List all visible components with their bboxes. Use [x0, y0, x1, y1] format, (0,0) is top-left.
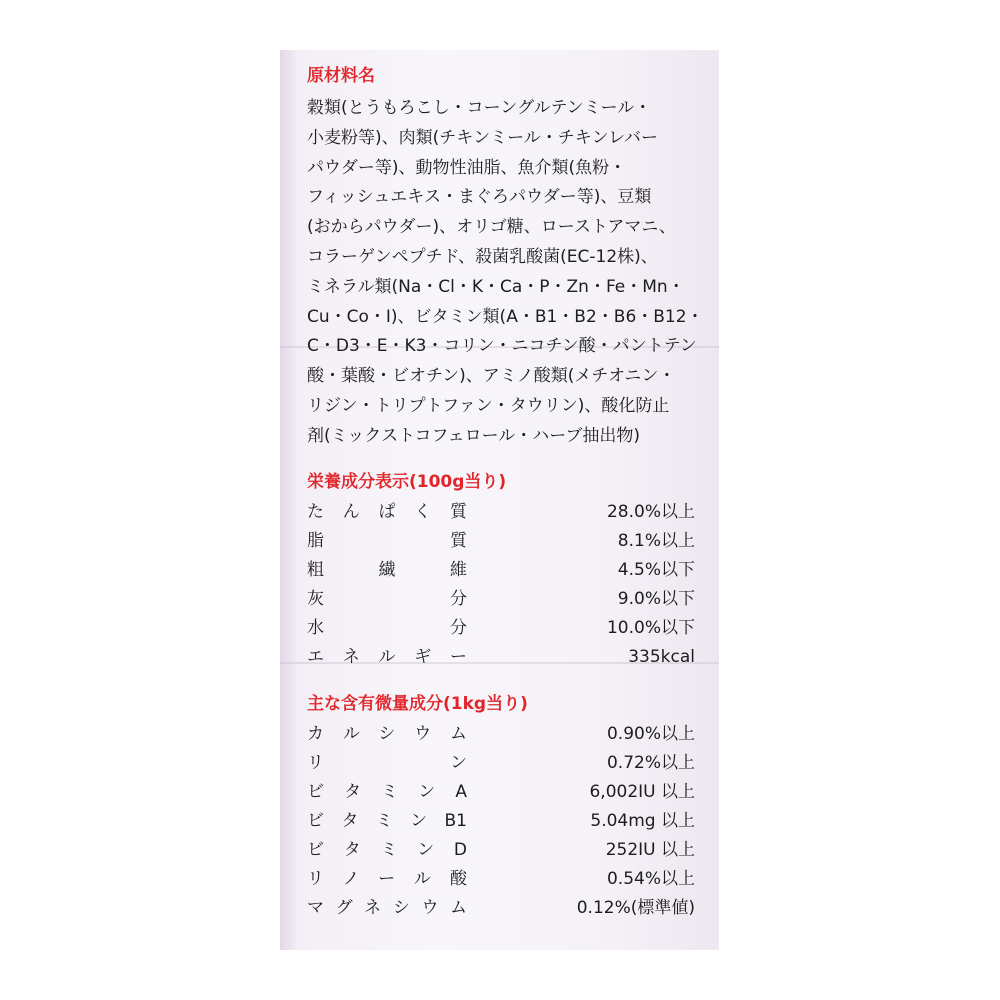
nutrient-label: エネルギー	[307, 647, 467, 667]
ingredients-line: リジン・トリプトファン・タウリン)、酸化防止	[307, 395, 670, 416]
nutrition-row-energy	[307, 643, 695, 672]
micro-label: マグネシウム	[307, 898, 467, 918]
nutrition-row-moisture	[307, 614, 695, 643]
nutrient-value: 9.0%以下	[617, 589, 695, 609]
nutrient-label: 灰分	[307, 589, 467, 609]
ingredients-line: 剤(ミックストコフェロール・ハーブ抽出物)	[307, 425, 641, 446]
micro-row-vitamin-b1	[307, 807, 695, 836]
micro-row-vitamin-a	[307, 778, 695, 807]
ingredients-list	[307, 94, 707, 452]
nutrient-label: 脂質	[307, 531, 467, 551]
ingredients-line: 酸・葉酸・ビオチン)、アミノ酸類(メチオニン・	[307, 366, 676, 387]
nutrient-label: 粗繊維	[307, 560, 467, 580]
micro-value: 252IU 以上	[605, 840, 695, 860]
ingredients-line: (おからパウダー)、オリゴ糖、ローストアマニ、	[307, 217, 676, 238]
micro-value: 0.90%以上	[606, 724, 695, 744]
micro-value: 0.72%以上	[606, 753, 695, 773]
nutrient-value: 4.5%以下	[617, 560, 695, 580]
micro-row-phosphorus	[307, 749, 695, 778]
ingredients-line: 小麦粉等)、肉類(チキンミール・チキンレバー	[307, 127, 658, 148]
ingredients-line: フィッシュエキス・まぐろパウダー等)、豆類	[307, 187, 652, 208]
ingredient-label-panel	[280, 50, 719, 950]
micro-value: 0.12%(標準値)	[576, 898, 695, 918]
micro-row-calcium	[307, 720, 695, 749]
micro-label: ビタミンB1	[307, 811, 467, 831]
ingredients-line: ミネラル類(Na・Cl・K・Ca・P・Zn・Fe・Mn・	[307, 276, 685, 297]
nutrition-row-protein	[307, 498, 695, 527]
ingredients-line: Cu・Co・I)、ビタミン類(A・B1・B2・B6・B12・	[307, 306, 704, 327]
micro-label: リノール酸	[307, 869, 467, 889]
micro-label: ビタミンA	[307, 782, 467, 802]
nutrient-value: 28.0%以上	[606, 502, 695, 522]
micro-label: カルシウム	[307, 724, 467, 744]
ingredients-line: C・D3・E・K3・コリン・ニコチン酸・パントテン	[307, 336, 697, 357]
micro-label: ビタミンD	[307, 840, 467, 860]
nutrition-row-ash	[307, 585, 695, 614]
micro-value: 5.04mg 以上	[590, 811, 695, 831]
nutrition-row-fat	[307, 527, 695, 556]
ingredients-line: コラーゲンペプチド、殺菌乳酸菌(EC-12株)、	[307, 246, 658, 267]
micro-value: 0.54%以上	[606, 869, 695, 889]
ingredients-line: 穀類(とうもろこし・コーングルテンミール・	[307, 98, 652, 118]
micro-label: リン	[307, 753, 467, 773]
micro-value: 6,002IU 以上	[589, 782, 695, 802]
nutrient-value: 10.0%以下	[606, 618, 695, 638]
nutrition-row-fiber	[307, 556, 695, 585]
micro-nutrients-title: 主な含有微量成分(1kg当り)	[307, 694, 528, 714]
ingredients-line: パウダー等)、動物性油脂、魚介類(魚粉・	[307, 157, 627, 178]
nutrition-title: 栄養成分表示(100g当り)	[307, 472, 507, 492]
nutrient-value: 335kcal	[628, 647, 695, 667]
ingredients-title: 原材料名	[307, 66, 375, 86]
micro-row-vitamin-d	[307, 836, 695, 865]
micro-row-magnesium	[307, 894, 695, 923]
nutrient-label: たんぱく質	[307, 502, 467, 522]
nutrient-value: 8.1%以上	[617, 531, 695, 551]
nutrient-label: 水分	[307, 618, 467, 638]
micro-row-linoleic-acid	[307, 865, 695, 894]
